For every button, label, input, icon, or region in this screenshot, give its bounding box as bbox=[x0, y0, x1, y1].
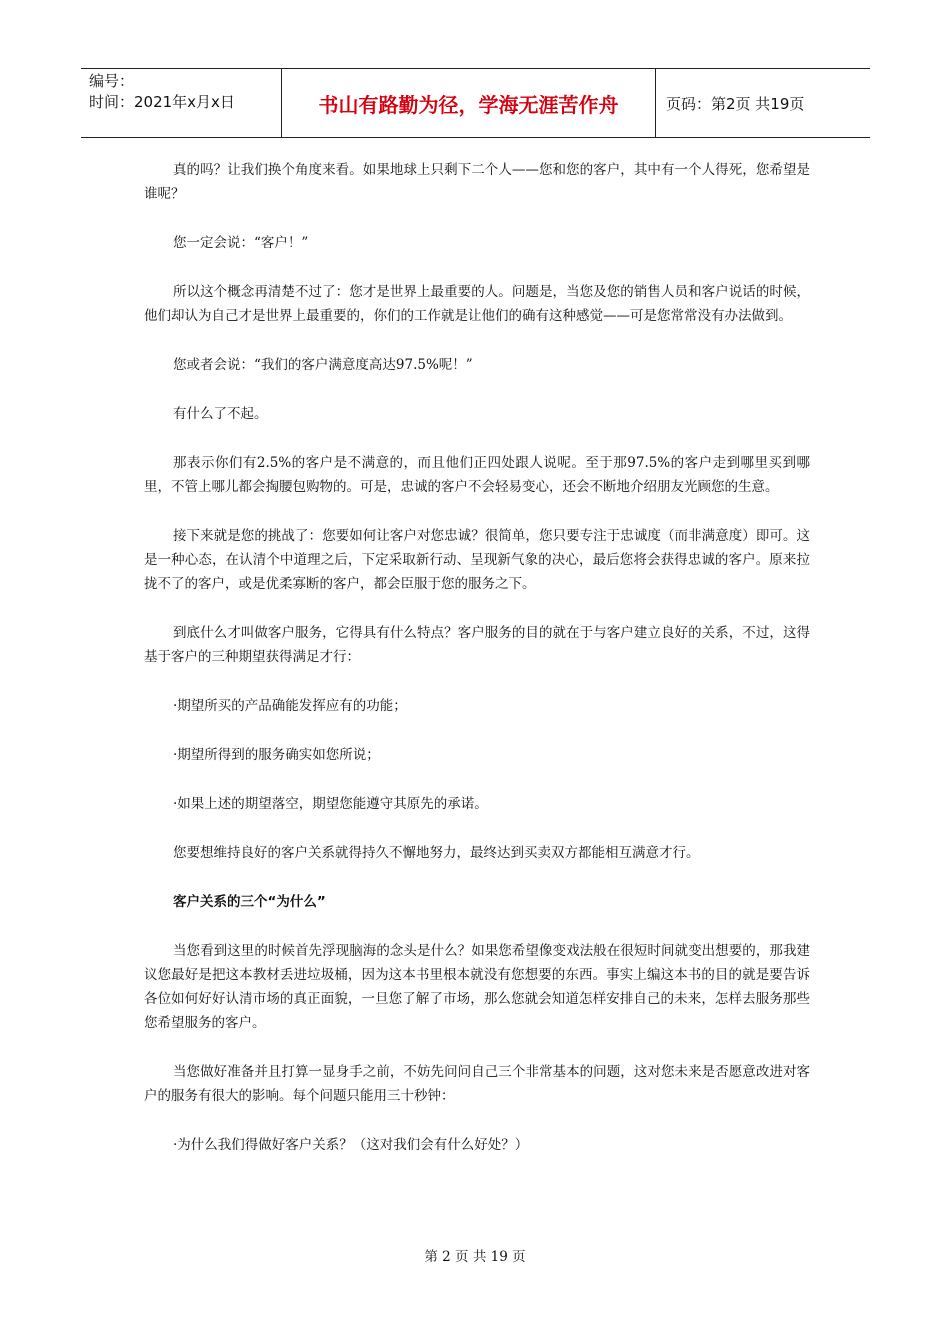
header-page-label: 页码：第2页 共19页 bbox=[666, 94, 805, 113]
body-paragraph: ·期望所得到的服务确实如您所说； bbox=[173, 747, 380, 763]
body-paragraph: 您或者会说：“我们的客户满意度高达97.5%呢！” bbox=[173, 357, 473, 373]
body-paragraph: 到底什么才叫做客户服务，它得具有什么特点？客户服务的目的就在于与客户建立良好的关系，不过，这得基于客户的三种期望获得满足才行： bbox=[144, 625, 810, 665]
header-motto: 书山有路勤为径，学海无涯苦作舟 bbox=[318, 92, 619, 117]
body-paragraph: 接下来就是您的挑战了：您要如何让客户对您忠诚？很简单，您只要专注于忠诚度（而非满意度）即可。这是一种心态，在认清个中道理之后，下定采取新行动、呈现新气象的决心，最后您将会获得忠诚的客户。原来拉拢不了的客户，或是优柔寡断的客户，都会臣服于您的服务之下。 bbox=[144, 528, 810, 592]
document-date-label: 时间：2021年x月x日 bbox=[89, 93, 235, 111]
section-heading: 客户关系的三个“为什么” bbox=[173, 894, 326, 910]
body-paragraph: 真的吗？让我们换个角度来看。如果地球上只剩下二个人——您和您的客户，其中有一个人得死，您希望是谁呢？ bbox=[144, 162, 810, 202]
header-page-cell bbox=[656, 69, 870, 137]
header-motto-cell bbox=[282, 69, 656, 137]
body-paragraph: 您一定会说：“客户！” bbox=[173, 235, 309, 251]
footer-page-number: 第 2 页 共 19 页 bbox=[424, 1249, 526, 1265]
page-footer bbox=[0, 1245, 950, 1265]
body-paragraph: 有什么了不起。 bbox=[173, 406, 268, 422]
document-body bbox=[144, 158, 810, 1182]
body-paragraph: 当您看到这里的时候首先浮现脑海的念头是什么？如果您希望像变戏法般在很短时间就变出想要的，那我建议您最好是把这本教材丢进垃圾桶，因为这本书里根本就没有您想要的东西。事实上编这本书的目的就是要告诉各位如何好好认清市场的真正面貌，一旦您了解了市场，那么您就会知道怎样安排自己的未来，怎样去服务那些您希望服务的客户。 bbox=[144, 943, 810, 1031]
body-paragraph: ·期望所买的产品确能发挥应有的功能； bbox=[173, 698, 407, 714]
body-paragraph: ·如果上述的期望落空，期望您能遵守其原先的承诺。 bbox=[173, 796, 488, 812]
header-meta-cell bbox=[81, 69, 282, 137]
page-header bbox=[81, 68, 870, 138]
body-paragraph: 那表示你们有2.5%的客户是不满意的，而且他们正四处跟人说呢。至于那97.5%的客户走到哪里买到哪里，不管上哪儿都会掏腰包购物的。可是，忠诚的客户不会轻易变心，还会不断地介绍朋友光顾您的生意。 bbox=[144, 455, 810, 495]
body-paragraph: 所以这个概念再清楚不过了：您才是世界上最重要的人。问题是，当您及您的销售人员和客户说话的时候，他们却认为自己才是世界上最重要的，你们的工作就是让他们的确有这种感觉——可是您常常没有办法做到。 bbox=[144, 284, 810, 324]
body-paragraph: 当您做好准备并且打算一显身手之前，不妨先问问自己三个非常基本的问题，这对您未来是否愿意改进对客户的服务有很大的影响。每个问题只能用三十秒钟： bbox=[144, 1064, 810, 1104]
document-number-label: 编号： bbox=[89, 72, 135, 90]
body-paragraph: ·为什么我们得做好客户关系？（这对我们会有什么好处？） bbox=[173, 1137, 529, 1153]
body-paragraph: 您要想维持良好的客户关系就得持久不懈地努力，最终达到买卖双方都能相互满意才行。 bbox=[173, 845, 700, 861]
